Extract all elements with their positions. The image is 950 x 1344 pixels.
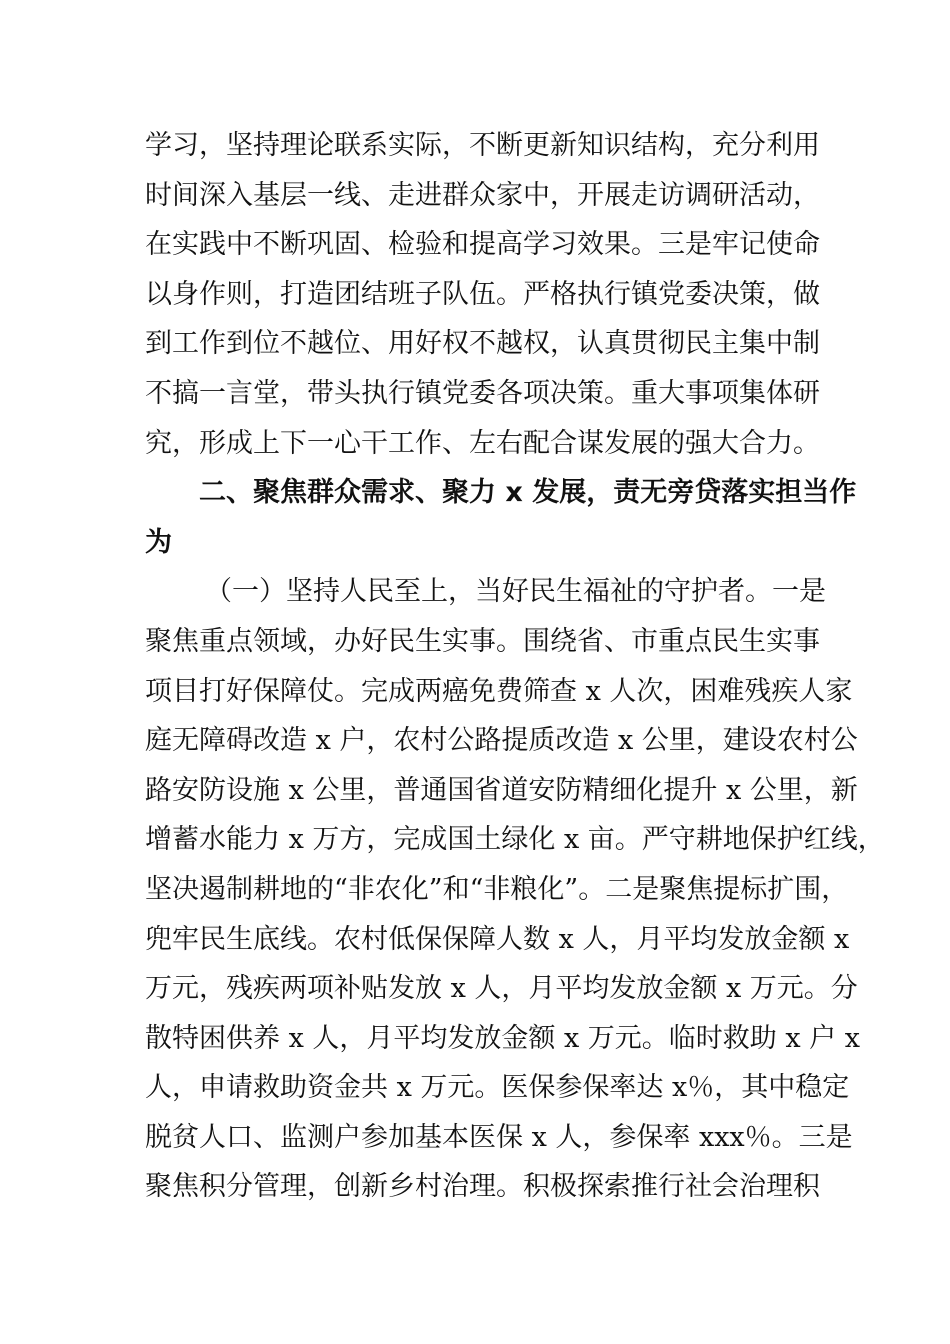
body-line: 项目打好保障仗。完成两癌免费筛查 x 人次，困难残疾人家	[145, 675, 853, 707]
body-line: 坚决遏制耕地的“非农化”和“非粮化”。二是聚焦提标扩围，	[145, 873, 849, 905]
body-line: 在实践中不断巩固、检验和提高学习效果。三是牢记使命	[145, 229, 820, 261]
body-line: 聚焦积分管理，创新乡村治理。积极探索推行社会治理积	[145, 1171, 820, 1203]
body-line: 增蓄水能力 x 万方，完成国土绿化 x 亩。严守耕地保护红线，	[145, 824, 885, 856]
body-line: 学习，坚持理论联系实际，不断更新知识结构，充分利用	[145, 130, 820, 161]
subsection-first-line: （一）坚持人民至上，当好民生福祉的守护者。一是	[205, 576, 826, 608]
body-line: 万元，残疾两项补贴发放 x 人，月平均发放金额 x 万元。分	[145, 973, 858, 1005]
body-line: 兜牢民生底线。农村低保保障人数 x 人，月平均发放金额 x	[145, 923, 850, 955]
body-line: 以身作则，打造团结班子队伍。严格执行镇党委决策，做	[145, 278, 820, 310]
body-line: 庭无障碍改造 x 户，农村公路提质改造 x 公里，建设农村公	[145, 725, 858, 757]
body-line: 究，形成上下一心干工作、左右配合谋发展的强大合力。	[145, 427, 820, 459]
body-line: 路安防设施 x 公里，普通国省道安防精细化提升 x 公里，新	[145, 774, 858, 806]
body-line: 人，申请救助资金共 x 万元。医保参保率达 x％，其中稳定	[145, 1072, 850, 1104]
body-line: 聚焦重点领域，办好民生实事。围绕省、市重点民生实事	[145, 625, 820, 657]
body-line: 散特困供养 x 人，月平均发放金额 x 万元。临时救助 x 户 x	[145, 1022, 860, 1054]
body-line: 到工作到位不越位、用好权不越权，认真贯彻民主集中制	[145, 328, 820, 360]
section-heading-continued: 为	[145, 526, 172, 558]
body-line: 时间深入基层一线、走进群众家中，开展走访调研活动，	[145, 179, 820, 211]
body-line: 不搞一言堂，带头执行镇党委各项决策。重大事项集体研	[145, 377, 820, 409]
document-body	[145, 121, 885, 1212]
section-heading: 二、聚焦群众需求、聚力 x 发展，责无旁贷落实担当作	[199, 477, 857, 509]
body-line: 脱贫人口、监测户参加基本医保 x 人，参保率 xxx％。三是	[145, 1121, 853, 1153]
